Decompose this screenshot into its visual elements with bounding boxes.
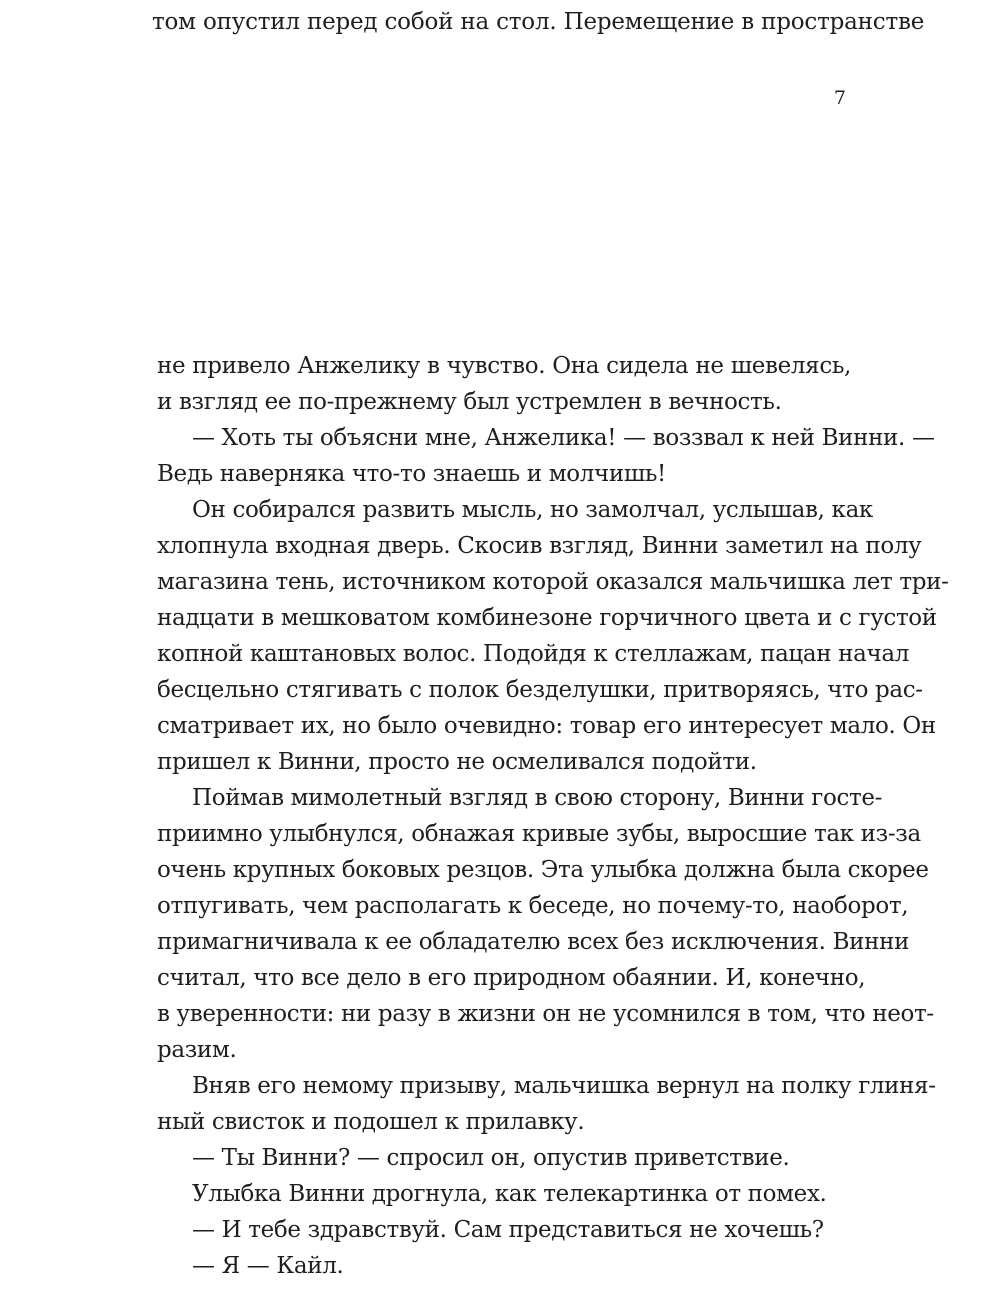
text-line: — И тебе здравствуй. Сам представиться не хочешь? [192, 1217, 824, 1243]
text-line: не привело Анжелику в чувство. Она сидела не шевелясь, [157, 353, 851, 379]
text-line: Улыбка Винни дрогнула, как телекартинка от помех. [192, 1181, 827, 1207]
text-line: приимно улыбнулся, обнажая кривые зубы, выросшие так из-за [157, 821, 921, 847]
text-line: Поймав мимолетный взгляд в свою сторону, Винни госте- [192, 785, 883, 811]
text-line: и взгляд ее по-прежнему был устремлен в вечность. [157, 389, 782, 415]
carryover-text-line: том опустил перед собой на стол. Перемещение в пространстве [152, 9, 925, 35]
text-line: Он собирался развить мысль, но замолчал, услышав, как [192, 497, 873, 523]
text-line: ный свисток и подошел к прилавку. [157, 1109, 585, 1135]
text-line: Ведь наверняка что-то знаешь и молчишь! [157, 461, 666, 487]
text-line: хлопнула входная дверь. Скосив взгляд, Винни заметил на полу [157, 533, 922, 559]
text-line: сматривает их, но было очевидно: товар его интересует мало. Он [157, 713, 936, 739]
text-line: бесцельно стягивать с полок безделушки, притворяясь, что рас- [157, 677, 923, 703]
body-text [157, 348, 949, 1284]
text-line: магазина тень, источником которой оказался мальчишка лет три- [157, 569, 949, 595]
text-line: считал, что все дело в его природном обаянии. И, конечно, [157, 965, 866, 991]
text-line: отпугивать, чем располагать к беседе, но почему-то, наоборот, [157, 893, 909, 919]
text-line: примагничивала к ее обладателю всех без исключения. Винни [157, 929, 910, 955]
text-line: Вняв его немому призыву, мальчишка вернул на полку глиня- [192, 1073, 936, 1099]
text-line: в уверенности: ни разу в жизни он не усомнился в том, что неот- [157, 1001, 934, 1027]
text-line: — Хоть ты объясни мне, Анжелика! — воззвал к ней Винни. — [192, 425, 935, 451]
text-line: очень крупных боковых резцов. Эта улыбка должна была скорее [157, 857, 929, 883]
text-line: пришел к Винни, просто не осмеливался подойти. [157, 749, 757, 775]
text-line: — Ты Винни? — спросил он, опустив приветствие. [192, 1145, 790, 1171]
text-line: копной каштановых волос. Подойдя к стеллажам, пацан начал [157, 641, 909, 667]
page-number: 7 [833, 87, 846, 109]
text-line: надцати в мешковатом комбинезоне горчичного цвета и с густой [157, 605, 937, 631]
text-line: — Я — Кайл. [192, 1253, 344, 1279]
text-line: разим. [157, 1037, 237, 1063]
